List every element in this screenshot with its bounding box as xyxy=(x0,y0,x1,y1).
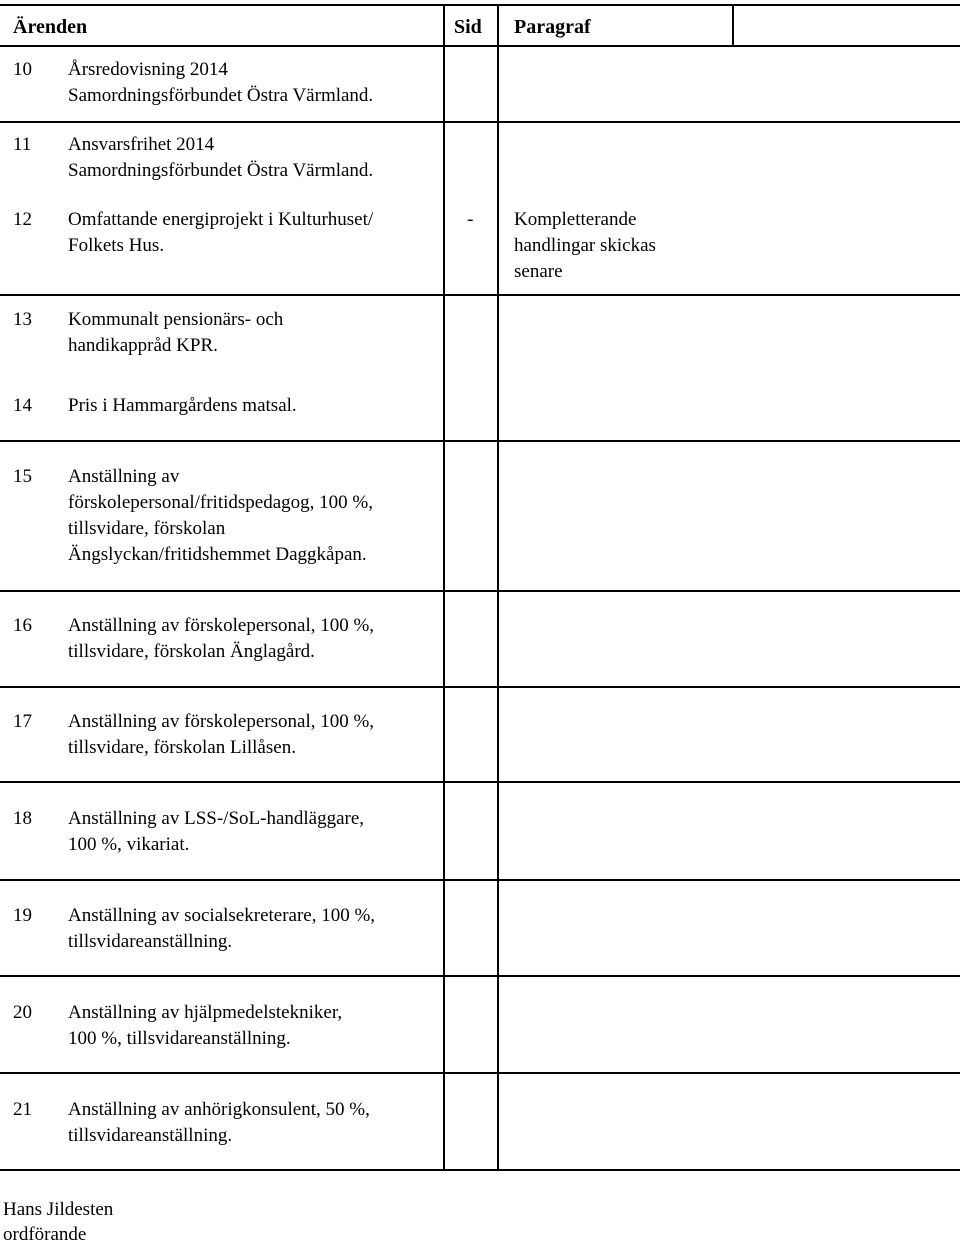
col-divider-paragraf xyxy=(497,4,499,1171)
item-text: Anställning av socialsekreterare, 100 %, xyxy=(68,905,376,926)
item-number: 21 xyxy=(13,1099,32,1120)
item-text: Anställning av förskolepersonal, 100 %, xyxy=(68,711,375,732)
item-text: Folkets Hus. xyxy=(68,235,165,256)
item-text: Kommunalt pensionärs- och xyxy=(68,309,284,330)
row-border xyxy=(0,294,960,296)
item-text: Omfattande energiprojekt i Kulturhuset/ xyxy=(68,209,374,230)
col-divider-sid xyxy=(443,4,445,1171)
item-number: 14 xyxy=(13,395,32,416)
header-paragraf: Paragraf xyxy=(514,16,591,38)
item-number: 10 xyxy=(13,59,32,80)
header-sid: Sid xyxy=(454,16,482,38)
item-text: Anställning av anhörigkonsulent, 50 %, xyxy=(68,1099,370,1120)
item-number: 15 xyxy=(13,466,32,487)
item-text: tillsvidare, förskolan Änglagård. xyxy=(68,641,315,662)
signatory-name: Hans Jildesten xyxy=(3,1199,114,1220)
item-number: 18 xyxy=(13,808,32,829)
item-text: tillsvidare, förskolan Lillåsen. xyxy=(68,737,296,758)
paragraf-note: handlingar skickas xyxy=(514,235,656,256)
item-text: Anställning av hjälpmedelstekniker, xyxy=(68,1002,343,1023)
item-text: Samordningsförbundet Östra Värmland. xyxy=(68,160,374,181)
paragraf-note: senare xyxy=(514,261,563,282)
signatory-title: ordförande xyxy=(3,1224,87,1245)
item-number: 11 xyxy=(13,134,32,155)
item-text: handikappråd KPR. xyxy=(68,335,218,356)
col-divider-right xyxy=(732,4,734,46)
item-text: Samordningsförbundet Östra Värmland. xyxy=(68,85,374,106)
row-border xyxy=(0,686,960,688)
item-text: Anställning av förskolepersonal, 100 %, xyxy=(68,615,375,636)
paragraf-note: Kompletterande xyxy=(514,209,637,230)
sid-value: - xyxy=(467,209,474,230)
header-bottom-border xyxy=(0,45,960,47)
item-number: 20 xyxy=(13,1002,32,1023)
item-number: 16 xyxy=(13,615,32,636)
row-border xyxy=(0,975,960,977)
item-text: tillsvidareanställning. xyxy=(68,1125,233,1146)
row-border xyxy=(0,121,960,123)
item-text: Årsredovisning 2014 xyxy=(68,59,228,80)
item-text: Anställning av xyxy=(68,466,180,487)
item-text: 100 %, tillsvidareanställning. xyxy=(68,1028,291,1049)
item-number: 19 xyxy=(13,905,32,926)
item-text: tillsvidareanställning. xyxy=(68,931,233,952)
item-number: 17 xyxy=(13,711,32,732)
item-text: förskolepersonal/fritidspedagog, 100 %, xyxy=(68,492,373,513)
item-number: 12 xyxy=(13,209,32,230)
item-text: Anställning av LSS-/SoL-handläggare, xyxy=(68,808,365,829)
row-border xyxy=(0,879,960,881)
row-border xyxy=(0,781,960,783)
item-text: Ansvarsfrihet 2014 xyxy=(68,134,215,155)
table-top-border xyxy=(0,4,960,6)
row-border xyxy=(0,440,960,442)
item-number: 13 xyxy=(13,309,32,330)
row-border xyxy=(0,590,960,592)
table-bottom-border xyxy=(0,1169,960,1171)
row-border xyxy=(0,1072,960,1074)
item-text: Ängslyckan/fritidshemmet Daggkåpan. xyxy=(68,544,367,565)
item-text: Pris i Hammargårdens matsal. xyxy=(68,395,297,416)
item-text: tillsvidare, förskolan xyxy=(68,518,226,539)
header-arenden: Ärenden xyxy=(13,16,88,38)
item-text: 100 %, vikariat. xyxy=(68,834,190,855)
